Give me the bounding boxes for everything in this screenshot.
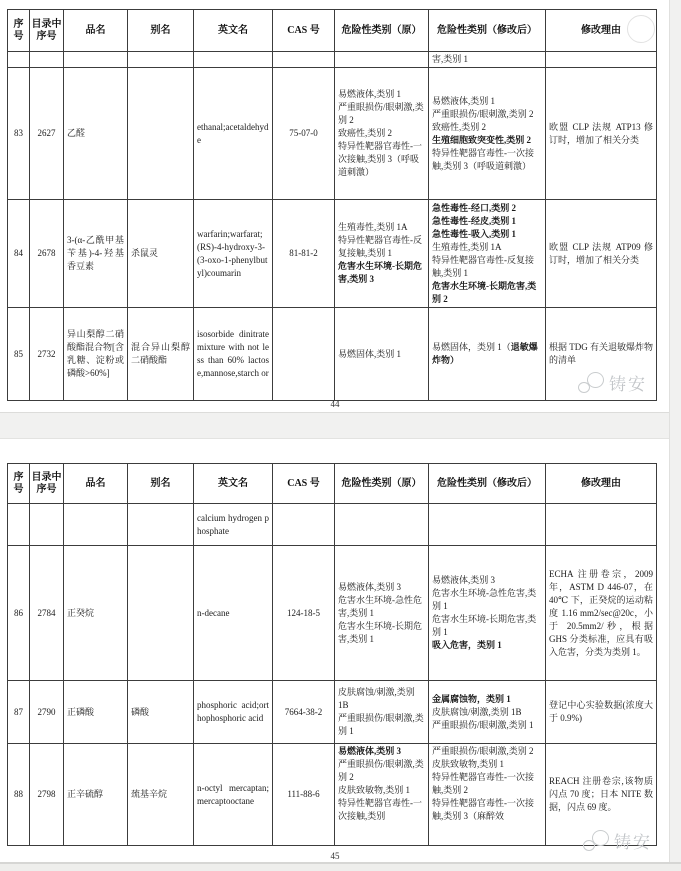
document-page-44 [0, 0, 670, 413]
cell-english-name [194, 308, 273, 401]
cell-hazard-revised [429, 52, 546, 68]
hazard-text-segment: 2732 [37, 348, 56, 359]
column-header: 序号 [8, 10, 30, 52]
hazard-text-segment: 异山梨醇二硝酸酯混合物[含乳糖、淀粉或磷酸>60%] [67, 329, 124, 378]
cell-index [8, 68, 30, 200]
hazard-text-segment: 吸入危害，类别 1 [432, 640, 502, 650]
hazard-text-segment: 退敏爆炸物） [432, 342, 538, 365]
cell-hazard-revised [429, 68, 546, 200]
hazard-text-segment: 根据 TDG 有关退敏爆炸物的清单 [549, 342, 653, 365]
cell-english-name [194, 52, 273, 68]
hazard-text-segment: 83 [14, 128, 23, 138]
cell-name [64, 681, 128, 744]
hazard-text-segment: 严重眼损伤/眼刺激,类别 2 [338, 759, 424, 782]
hazard-text-segment: 124-18-5 [287, 607, 320, 618]
cell-alias [128, 681, 194, 744]
column-header: 英文名 [194, 464, 273, 504]
hazard-text-segment: 88 [14, 789, 23, 799]
cell-english-name [194, 546, 273, 681]
page-right-edge [669, 0, 681, 871]
hazard-text-segment: 皮肤腐蚀/刺激,类别 1B [338, 687, 415, 710]
hazard-text-segment: 2784 [37, 607, 56, 618]
hazard-text-segment: n-octyl mercaptan;mercaptooctane [197, 782, 269, 806]
cell-alias [128, 308, 194, 401]
hazard-text-segment: 严重眼损伤/眼刺激,类别 2 [338, 102, 424, 125]
cell-english-name [194, 744, 273, 846]
column-header: 危险性类别（原） [335, 10, 429, 52]
cell-hazard-revised [429, 681, 546, 744]
cell-hazard-revised [429, 546, 546, 681]
cell-index [8, 200, 30, 308]
cell-cas-no [273, 681, 335, 744]
hazard-text-segment: 危害水生环境-急性危害,类别 1 [338, 594, 422, 618]
cell-catalog-no [30, 744, 64, 846]
cell-english-name [194, 68, 273, 200]
hazard-text-segment: 急性毒性-经皮,类别 1 [432, 215, 516, 226]
zhuan-logo-icon [583, 829, 610, 852]
hazard-text-segment: 2790 [37, 706, 56, 717]
cell-index [8, 546, 30, 681]
cell-english-name [194, 200, 273, 308]
hazard-text-segment: 危害水生环境-长期危害,类别 2 [432, 280, 537, 304]
cell-cas-no [273, 52, 335, 68]
hazard-text-segment: 75-07-0 [289, 128, 318, 138]
document-page-45 [0, 438, 670, 865]
cell-english-name [194, 681, 273, 744]
cell-name [64, 308, 128, 401]
hazard-text-segment: 急性毒性-经口,类别 2 [432, 202, 516, 213]
hazard-text-segment: 特异性靶器官毒性-一次接触,类别 3（呼吸道刺激） [338, 141, 422, 177]
hazard-text-segment: calcium hydrogen phosphate [197, 512, 269, 536]
hazard-table-page-45 [7, 463, 657, 846]
cell-cas-no [273, 200, 335, 308]
cell-alias [128, 744, 194, 846]
hazard-text-segment: 欧盟 CLP 法规 ATP13 修订时，增加了相关分类 [549, 121, 653, 145]
hazard-text-segment: 生殖毒性,类别 1A [432, 241, 502, 252]
column-header: 别名 [128, 10, 194, 52]
hazard-text-segment: 3-(α-乙酰甲基苄基)-4-羟基香豆素 [67, 235, 124, 271]
hazard-text-segment: n-decane [197, 607, 230, 618]
hazard-text-segment: 易燃液体,类别 3 [432, 575, 496, 585]
column-header: 修改理由 [546, 10, 657, 52]
hazard-text-segment: 皮肤腐蚀/刺激,类别 1B [432, 706, 522, 717]
zhuan-logo-icon [578, 371, 605, 394]
zhuan-watermark [583, 828, 652, 853]
hazard-text-segment: 易燃液体,类别 1 [338, 89, 402, 99]
hazard-text-segment: ethanal;acetaldehyde [197, 121, 269, 145]
hazard-text-segment: 致癌性,类别 2 [338, 128, 393, 138]
hazard-text-segment: 84 [14, 248, 23, 258]
hazard-text-segment: 混合异山梨醇二硝酸酯 [131, 342, 190, 365]
cell-hazard-original [335, 200, 429, 308]
watermark-text: 铸安 [614, 833, 652, 852]
hazard-text-segment: 特异性靶器官毒性-一次接触,类别 2 [432, 772, 534, 795]
hazard-text-segment: 危害水生环境-长期危害,类别 1 [338, 620, 422, 644]
faint-watermark-circle-icon [627, 15, 655, 43]
cell-index [8, 744, 30, 846]
cell-reason [546, 200, 657, 308]
hazard-text-segment: 严重眼损伤/眼刺激,类别 1 [432, 719, 534, 730]
hazard-text-segment: ECHA 注册卷宗，2009 年，ASTM D 446-07，在 40℃ 下，正癸烷的运动粘度 1.16 mm2/sec@20c，小于 20.5mm2/秒，根据 GHS 分类标准，应具有吸入危害，分类为类别 1。 [549, 568, 653, 657]
zhuan-watermark [578, 370, 647, 395]
hazard-text-segment: 生殖细胞致突变性,类别 2 [432, 134, 532, 145]
hazard-text-segment: 86 [14, 607, 23, 618]
column-header: 目录中序号 [30, 464, 64, 504]
column-header: 修改理由 [546, 464, 657, 504]
column-header: 别名 [128, 464, 194, 504]
hazard-text-segment: 易燃液体,类别 1 [432, 95, 496, 106]
cell-alias [128, 546, 194, 681]
cell-index [8, 308, 30, 401]
hazard-text-segment: 111-88-6 [287, 789, 320, 799]
cell-cas-no [273, 504, 335, 546]
cell-catalog-no [30, 681, 64, 744]
cell-english-name [194, 504, 273, 546]
hazard-text-segment: 特异性靶器官毒性-反复接触,类别 1 [338, 235, 422, 258]
cell-name [64, 68, 128, 200]
hazard-text-segment: 易燃固体,类别 1 [338, 348, 402, 359]
cell-reason [546, 52, 657, 68]
cell-reason [546, 68, 657, 200]
hazard-text-segment: 危害水生环境-长期危害,类别 1 [432, 614, 537, 637]
hazard-text-segment: REACH 注册卷宗,该物质闪点 70 度；日本 NITE 数据，闪点 69 度。 [549, 776, 653, 812]
cell-hazard-original [335, 52, 429, 68]
column-header: 危险性类别（原） [335, 464, 429, 504]
cell-name [64, 504, 128, 546]
hazard-text-segment: 正磷酸 [67, 706, 95, 717]
hazard-text-segment: 特异性靶器官毒性-反复接触,类别 1 [432, 254, 534, 278]
cell-hazard-revised [429, 744, 546, 846]
hazard-table-page-44 [7, 9, 657, 401]
cell-catalog-no [30, 68, 64, 200]
hazard-text-segment: 7664-38-2 [284, 706, 323, 717]
hazard-text-segment: 87 [14, 706, 23, 717]
column-header: CAS 号 [273, 464, 335, 504]
cell-name [64, 744, 128, 846]
hazard-text-segment: warfarin;warfarat;(RS)-4-hydroxy-3-(3-oxo-1-phenylbutyl)coumarin [197, 228, 268, 278]
cell-reason [546, 681, 657, 744]
page-number-44: 44 [330, 399, 340, 409]
hazard-text-segment: isosorbide dinitrate mixture with not less than 60% lactose,mannose,starch or [197, 329, 269, 378]
hazard-text-segment: 特异性靶器官毒性-一次接触,类别 [338, 798, 422, 821]
hazard-text-segment: 易燃液体,类别 3 [338, 746, 402, 756]
cell-hazard-original [335, 68, 429, 200]
cell-alias [128, 200, 194, 308]
cell-hazard-original [335, 546, 429, 681]
hazard-text-segment: 乙醛 [67, 128, 86, 138]
cell-alias [128, 52, 194, 68]
watermark-text: 铸安 [609, 375, 647, 394]
hazard-text-segment: 磷酸 [131, 706, 150, 717]
hazard-text-segment: 严重眼损伤/眼刺激,类别 1 [338, 713, 424, 736]
hazard-text-segment: 2627 [37, 128, 56, 138]
hazard-text-segment: 登记中心实验数据(浓度大于 0.9%) [549, 700, 653, 723]
cell-hazard-revised [429, 504, 546, 546]
cell-index [8, 52, 30, 68]
cell-hazard-original [335, 308, 429, 401]
hazard-text-segment: 皮肤致敏物,类别 1 [432, 759, 505, 769]
hazard-text-segment: 易燃固体，类别 1（ [432, 342, 511, 352]
hazard-text-segment: 欧盟 CLP 法规 ATP09 修订时，增加了相关分类 [549, 241, 653, 265]
cell-index [8, 504, 30, 546]
hazard-text-segment: phosphoric acid;orthophosphoric acid [197, 700, 269, 723]
hazard-text-segment: 正辛硫醇 [67, 789, 104, 799]
cell-name [64, 200, 128, 308]
page-bottom-edge [0, 862, 681, 871]
cell-hazard-revised [429, 200, 546, 308]
hazard-text-segment: 特异性靶器官毒性-一次接触,类别 3（呼吸道刺激） [432, 147, 534, 171]
hazard-text-segment: 致癌性,类别 2 [432, 121, 487, 132]
hazard-text-segment: 害,类别 1 [432, 54, 469, 64]
hazard-text-segment: 皮肤致敏物,类别 1 [338, 785, 411, 795]
column-header: 目录中序号 [30, 10, 64, 52]
column-header: 英文名 [194, 10, 273, 52]
column-header: 序号 [8, 464, 30, 504]
column-header: CAS 号 [273, 10, 335, 52]
hazard-text-segment: 巯基辛烷 [131, 789, 168, 799]
hazard-text-segment: 杀鼠灵 [131, 248, 159, 258]
cell-cas-no [273, 744, 335, 846]
hazard-text-segment: 危害水生环境-急性危害,类别 1 [432, 588, 537, 611]
column-header: 危险性类别（修改后） [429, 464, 546, 504]
cell-reason [546, 504, 657, 546]
cell-catalog-no [30, 504, 64, 546]
cell-catalog-no [30, 308, 64, 401]
hazard-text-segment: 急性毒性-吸入,类别 1 [432, 228, 516, 239]
cell-catalog-no [30, 200, 64, 308]
cell-hazard-original [335, 744, 429, 846]
cell-cas-no [273, 546, 335, 681]
hazard-text-segment: 2798 [37, 789, 56, 799]
hazard-text-segment: 85 [14, 348, 23, 359]
hazard-text-segment: 81-81-2 [289, 248, 318, 258]
hazard-text-segment: 正癸烷 [67, 607, 95, 618]
hazard-text-segment: 危害水生环境-长期危害,类别 3 [338, 261, 422, 284]
hazard-text-segment: 严重眼损伤/眼刺激,类别 2 [432, 108, 534, 119]
hazard-text-segment: 生殖毒性,类别 1A [338, 222, 408, 232]
cell-index [8, 681, 30, 744]
hazard-text-segment: 金属腐蚀物，类别 1 [432, 693, 511, 704]
cell-cas-no [273, 68, 335, 200]
column-header: 品名 [64, 464, 128, 504]
cell-catalog-no [30, 52, 64, 68]
cell-hazard-original [335, 504, 429, 546]
column-header: 危险性类别（修改后） [429, 10, 546, 52]
cell-reason [546, 546, 657, 681]
hazard-text-segment: 特异性靶器官毒性-一次接触,类别 3（麻醉效 [432, 798, 534, 821]
cell-name [64, 546, 128, 681]
cell-name [64, 52, 128, 68]
cell-hazard-original [335, 681, 429, 744]
hazard-text-segment: 严重眼损伤/眼刺激,类别 2 [432, 746, 534, 756]
cell-catalog-no [30, 546, 64, 681]
page-number-45: 45 [330, 851, 340, 861]
column-header: 品名 [64, 10, 128, 52]
cell-alias [128, 504, 194, 546]
hazard-text-segment: 易燃液体,类别 3 [338, 581, 402, 592]
hazard-text-segment: 2678 [37, 248, 56, 258]
cell-alias [128, 68, 194, 200]
cell-hazard-revised [429, 308, 546, 401]
cell-cas-no [273, 308, 335, 401]
